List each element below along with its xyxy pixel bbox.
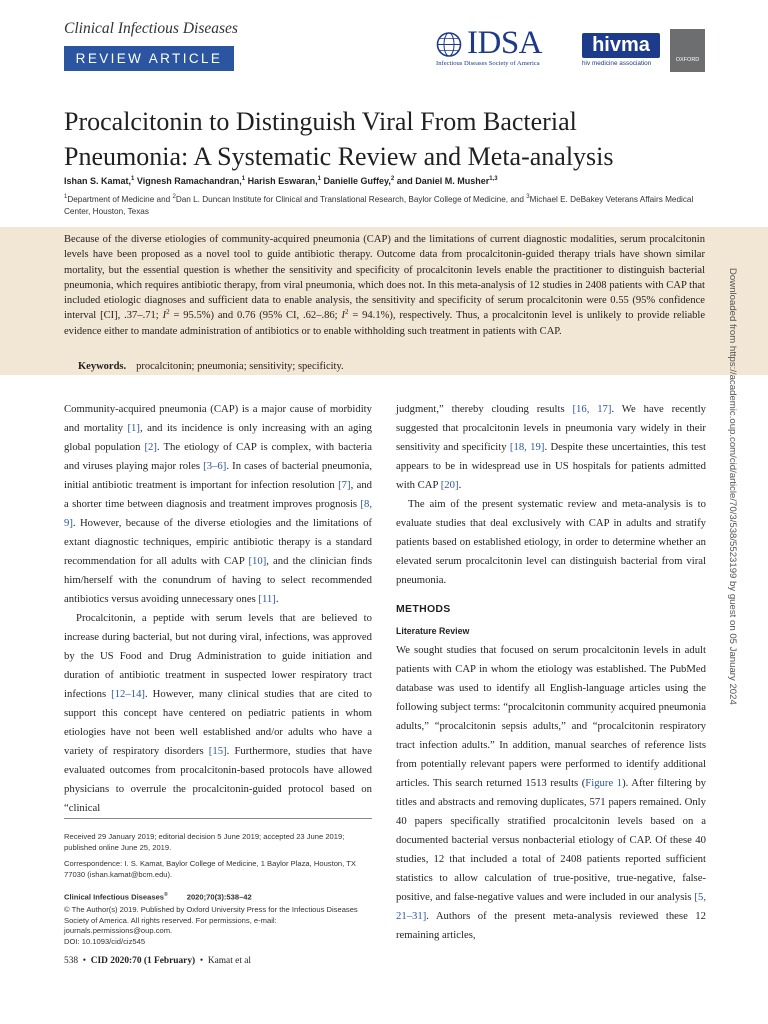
reference-link[interactable]: [1] [127,422,140,434]
footnotes [64,832,374,948]
affiliation-marker: 2 [172,194,176,200]
reference-link[interactable]: [18, 19] [509,441,545,453]
author-name: Danielle Guffey, [320,176,391,186]
journal-citation: Clinical Infectious Diseases® 2020;70(3):538–42 [64,891,252,902]
author-affiliation-marker: 1 [241,176,246,182]
affiliations [64,194,704,218]
reference-link[interactable]: [8, 9] [64,498,372,529]
author-name: Harish Eswaran, [245,176,318,186]
section-heading-methods: METHODS [396,603,451,615]
received-dates: Received 29 January 2019; editorial decision 5 June 2019; accepted 23 June 2019; published online June 25, 2019. [64,832,345,852]
author-affiliation-marker: 2 [390,176,395,182]
abstract: Because of the diverse etiologies of community-acquired pneumonia (CAP) and the limitations of current diagnostic modalities, serum procalcitonin levels have been proposed as a novel tool to guide antibiotic therapy. Outcome data from procalcitonin-guided therapy trials have shown similar mortality, but the essential question is whether the sensitivity and specificity of procalcitonin levels enable the practitioner to distinguish bacterial pneumonia, which requires antibiotic therapy, from viral pneumonia, which does not. In this meta-analysis of 12 studies in 2408 patients with CAP that included etiologic diagnoses and sufficient data to enable analysis, the sensitivity and specificity of serum procalcitonin were 0.55 (95% confidence interval [CI], .37–.71; $I^2 = 95.5\%$) and 0.76 (95% CI, .62–.86; $I^2 = 94.1\%$), respectively. Thus, a procalcitonin level is unlikely to provide reliable evidence either to mandate administration of antibiotics or to enable withholding such treatment in patients with CAP. [64,234,706,337]
page-footer [64,956,251,966]
author-affiliation-marker: 1 [317,176,321,182]
copyright: © The Author(s) 2019. Published by Oxford University Press for the Infectious Diseases Society of America. All rights reserved. For permissions, e-mail: journals.permissions@oup.com. [64,905,358,936]
subsection-heading-literature-review: Literature Review [396,626,470,636]
author-name: and Daniel M. Musher [394,176,490,186]
article-title: Procalcitonin to Distinguish Viral From Bacterial Pneumonia: A Systematic Review and Meta-analysis [64,107,614,171]
keywords-list: procalcitonin; pneumonia; sensitivity; specificity. [136,361,344,372]
hivma-logo[interactable] [582,33,660,73]
author-affiliation-marker: 1,3 [489,176,498,182]
journal-issue: CID 2020:70 (1 February) [90,956,196,966]
reference-link[interactable]: [5, 21–31] [396,891,706,922]
affiliation-text: Department of Medicine and [67,195,173,204]
doi[interactable]: DOI: 10.1093/cid/ciz545 [64,937,146,947]
hivma-logo-text: hivma [582,33,660,58]
reference-link[interactable]: [11] [258,593,276,605]
hivma-logo-subtitle: hiv medicine association [582,60,652,67]
body-left-column [64,400,372,818]
paragraph: Community-acquired pneumonia (CAP) is a major cause of morbidity and mortality [1], and its incidence is only increasing with an aging global population [2]. The etiology of CAP is complex, with bacteria and viruses playing major roles [3–6]. In cases of bacterial pneumonia, initial antibiotic treatment is important for infection resolution [7], and a shorter time between diagnosis and treatment improves prognosis [8, 9]. However, because of the diverse etiologies and the limitations of extant diagnostic techniques, empiric antibiotic therapy is a standard recommendation for all adults with CAP [10], and the clinician finds him/herself with the conundrum of having to select recommended antibiotics versus avoiding unnecessary ones [11]. [64,403,373,605]
globe-icon [436,31,464,58]
affiliation-marker: 3 [526,194,530,200]
oxford-logo-text: OXFORD [675,57,700,63]
paragraph: The aim of the present systematic review and meta-analysis is to evaluate studies that deal exclusively with CAP in adults and stratify patients based on established etiology, in order to determine whether an elevated serum procalcitonin level can distinguish bacterial from viral pneumonia. [396,498,706,586]
author-affiliation-marker: 1 [131,176,135,182]
keywords-label: Keywords. [78,361,127,372]
idsa-logo-text: IDSA [467,25,543,61]
running-author: Kamat et al [207,956,252,966]
page-number: 538 [64,956,79,966]
bullet: • [199,956,204,966]
footnote-divider [64,818,372,819]
reference-link[interactable]: [2] [144,441,157,453]
bullet: • [82,956,87,966]
affiliation-text: Dan L. Duncan Institute for Clinical and Translational Research, Baylor College of Medicine, and [175,195,527,204]
keywords [64,359,704,374]
body-right-column [396,400,706,945]
reference-link[interactable]: [3–6] [203,460,227,472]
reference-link[interactable]: Figure 1 [585,777,623,789]
reference-link[interactable]: [15] [208,745,227,757]
author-name: Vignesh Ramachandran, [134,176,242,186]
idsa-logo-subtitle: Infectious Diseases Society of America [436,60,540,67]
correspondence: Correspondence: I. S. Kamat, Baylor College of Medicine, 1 Baylor Plaza, Houston, TX 77030 (ishan.kamat@bcm.edu). [64,859,356,880]
reference-link[interactable]: [20] [440,479,459,491]
reference-link[interactable]: [16, 17] [572,403,612,415]
article-type-label: REVIEW ARTICLE [64,46,234,71]
reference-link[interactable]: [10] [248,555,267,567]
paragraph: judgment,” thereby clouding results [16, 17]. We have recently suggested that procalcitonin levels in pneumonia vary widely in their sensitivity and specificity [18, 19]. Despite these uncertainties, this test appears to be in widespread use in US hospitals for patients admitted with CAP [20]. [396,403,707,491]
download-notice-text: Downloaded from https://academic.oup.com/cid/article/70/3/538/5523199 by guest on 05 January 2024 [727,268,738,705]
author-name: Ishan S. Kamat, [64,176,132,186]
oxford-logo[interactable] [670,29,705,72]
idsa-logo[interactable] [436,25,574,73]
reference-link[interactable]: [12–14] [111,688,145,700]
download-notice[interactable] [727,268,752,728]
paragraph: Procalcitonin, a peptide with serum levels that are believed to increase during bacterial, but not during viral, infections, was approved by the US Food and Drug Administration to guide initiation and duration of antibiotic treatment in suspected lower respiratory tract infections [12–14]. However, many clinical studies that are cited to support this concept have centered on pediatric patients in whom etiologies have not been well established and/or adults who have a variety of respiratory disorders [15]. Furthermore, studies that have evaluated outcomes from procalcitonin-based protocols have allowed physicians to overrule the procalcitonin-guided protocol based on “clinical [64,612,372,814]
reference-link[interactable]: [7] [338,479,351,491]
affiliation-marker: 1 [64,194,68,200]
paragraph: We sought studies that focused on serum procalcitonin levels in adult patients with CAP in whom the etiology was established. The PubMed database was used to identify all English-language articles using the following subject terms: “procalcitonin community acquired pneumonia adults,” “procalcitonin sepsis adults,” and “procalcitonin respiratory tract infection adults.” In addition, manual searches of reference lists from potentially relevant papers were performed to identify additional articles. This search returned 1513 results (Figure 1). After filtering by titles and abstracts and removing duplicates, 571 papers remained. Only 40 papers specifically stratified procalcitonin levels based on a documented bacterial versus nonbacterial etiology of CAP. Of these 40 studies, 12 that included a total of 2408 patients reported sufficient statistics to allow calculation of true-positive, true-negative, false-positive, and false-negative values and were included in our analysis [5, 21–31]. Authors of the present meta-analysis reviewed these 12 remaining articles, [396,644,707,941]
affiliation-text: Michael E. DeBakey Veterans Affairs Medical Center, Houston, Texas [64,195,694,216]
journal-name: Clinical Infectious Diseases [64,20,238,37]
author-list [64,176,724,186]
